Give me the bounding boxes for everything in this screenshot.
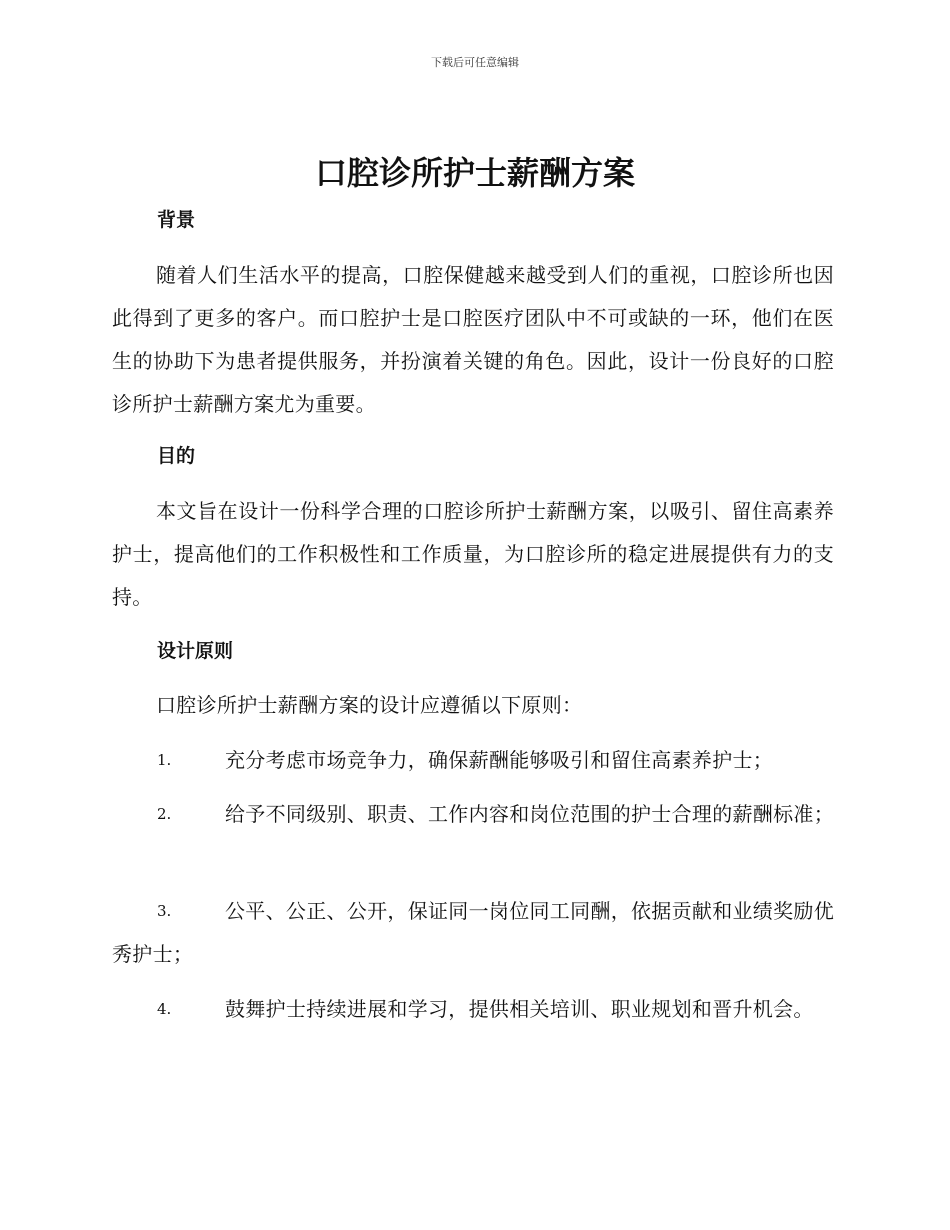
section-heading-principles: 设计原则 <box>157 640 234 662</box>
paragraph: 本文旨在设计一份科学合理的口腔诊所护士薪酬方案，以吸引、留住高素养护士，提高他们的工作积极性和工作质量，为口腔诊所的稳定进展提供有力的支持。 <box>112 499 834 609</box>
list-item-number: 2. <box>157 805 172 823</box>
paragraph: 随着人们生活水平的提高，口腔保健越来越受到人们的重视，口腔诊所也因此得到了更多的客户。而口腔护士是口腔医疗团队中不可或缺的一环，他们在医生的协助下为患者提供服务，并扮演着关键的角色。因此，设计一份良好的口腔诊所护士薪酬方案尤为重要。 <box>112 263 834 416</box>
list-item-number: 3. <box>157 902 172 920</box>
list-item <box>112 988 834 1031</box>
header-note: 下载后可任意编辑 <box>431 56 519 69</box>
section-body-purpose <box>112 490 834 619</box>
list-item-text: 公平、公正、公开，保证同一岗位同工同酬，依据贡献和业绩奖励优秀护士； <box>112 899 834 966</box>
list-item <box>112 890 834 976</box>
section-heading-purpose: 目的 <box>157 445 196 467</box>
section-heading-background: 背景 <box>157 209 196 231</box>
list-item-text: 给予不同级别、职责、工作内容和岗位范围的护士合理的薪酬标准； <box>225 802 834 826</box>
list-item <box>112 793 834 836</box>
section-body-principles <box>112 684 834 727</box>
list-item <box>112 739 834 782</box>
document-title: 口腔诊所护士薪酬方案 <box>314 154 635 192</box>
paragraph: 口腔诊所护士薪酬方案的设计应遵循以下原则： <box>156 693 583 717</box>
list-item-number: 4. <box>157 1000 172 1018</box>
list-item-text: 鼓舞护士持续进展和学习，提供相关培训、职业规划和晋升机会。 <box>225 997 814 1021</box>
list-item-number: 1. <box>157 751 172 769</box>
section-body-background <box>112 254 834 426</box>
list-item-text: 充分考虑市场竞争力，确保薪酬能够吸引和留住高素养护士； <box>225 748 774 772</box>
